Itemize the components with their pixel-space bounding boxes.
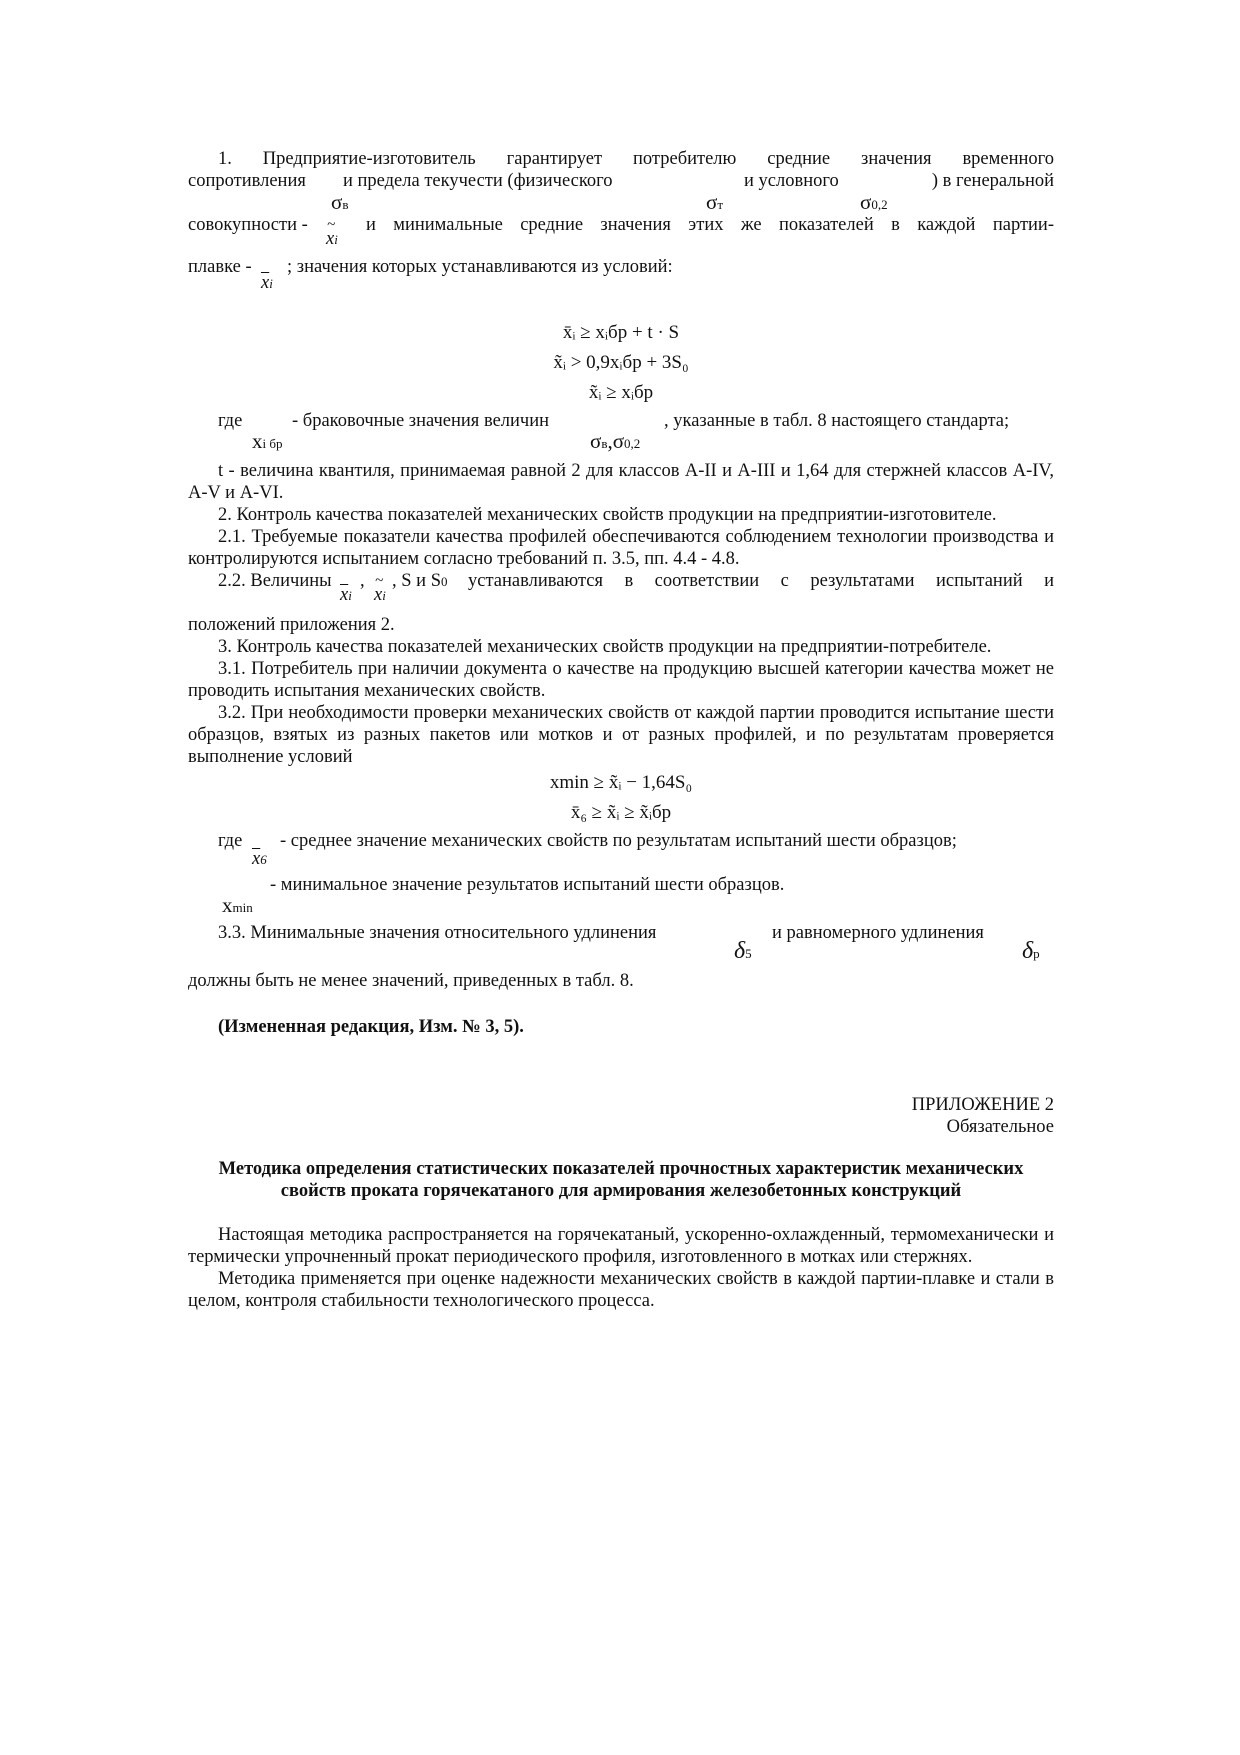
where-1 [188, 410, 1054, 460]
paragraph-3-3-end: должны быть не менее значений, приведенных в табл. 8. [188, 971, 634, 991]
paragraph-2-1: 2.1. Требуемые показатели качества профилей обеспечиваются соблюдением технологии производства и контролируются испытанием согласно требований п. 3.5, пп. 4.4 - 4.8. [188, 527, 1054, 569]
text-segment: совокупности - [188, 215, 308, 235]
x-bar-i-symbol: $\overline{x}i$ [261, 273, 273, 293]
sigma-v-02-symbol: σв,σ0,2 [590, 429, 641, 453]
appendix-label: ПРИЛОЖЕНИЕ 2 [911, 1095, 1054, 1115]
text-segment: плавке - [188, 257, 252, 277]
paragraph-2-2-end: положений приложения 2. [188, 615, 395, 635]
paragraph-1-line-1: 1. Предприятие-изготовитель гарантирует потребителю средние значения временного [218, 149, 1054, 169]
edition-note: (Измененная редакция, Изм. № 3, 5). [218, 1017, 524, 1037]
text-segment: 2.2. Величины [218, 571, 332, 591]
text-segment: , [360, 571, 365, 591]
text-segment: и предела текучести (физического [343, 171, 613, 191]
text-segment: - браковочные значения величин [292, 411, 550, 431]
formula-block-2 [188, 768, 1054, 828]
text-segment: - минимальное значение результатов испытаний шести образцов. [270, 875, 785, 895]
formula-5: x̄₆ ≥ x̃ᵢ ≥ x̃ᵢбр [570, 802, 672, 823]
formula-4: xmin ≥ x̃ᵢ − 1,64S₀ [549, 772, 693, 793]
text-segment: , указанные в табл. 8 настоящего стандарта; [664, 411, 1010, 431]
delta-5-symbol: δ5 [734, 938, 752, 964]
sigma-02-symbol: σ0,2 [860, 190, 888, 214]
formula-2: x̃ᵢ > 0,9xᵢбр + 3S₀ [553, 352, 689, 373]
delta-p-symbol: δр [1022, 938, 1040, 964]
where-2-line-2 [188, 874, 1054, 922]
text-segment: 3.3. Минимальные значения относительного удлинения [218, 923, 657, 943]
paragraph-1-line-2 [188, 170, 1054, 214]
paragraph-scope-2: Методика применяется при оценке надежности механических свойств в каждой партии-плавке и стали в целом, контроля стабильности технологического процесса. [188, 1269, 1054, 1311]
formula-block-1 [188, 318, 1054, 408]
text-segment: и минимальные средние значения этих же показателей в каждой партии- [366, 215, 1054, 235]
paragraph-3-3 [188, 922, 1054, 970]
appendix-title: Методика определения статистических показателей прочностных характеристик механических свойств проката горячекатаного для армирования железобетонных конструкций [218, 1159, 1024, 1201]
text-segment: , S и S0 [392, 571, 448, 591]
document-page [188, 148, 1054, 1312]
paragraph-scope-1: Настоящая методика распространяется на горячекатаный, ускоренно-охлажденный, термомеханически и термически упрочненный прокат периодического профиля, изготовленного в мотках или стержнях. [188, 1225, 1054, 1267]
x-bar-6-symbol: $\overline{x}6$ [252, 849, 267, 869]
x-tilde-i-symbol: ~ xi [374, 584, 386, 607]
x-min-symbol: хmin [222, 893, 253, 917]
paragraph-2-2 [188, 570, 1054, 614]
x-bar-i-symbol: $\overline{x}i$ [340, 585, 352, 605]
formula-1: x̄ᵢ ≥ xᵢбр + t · S [562, 322, 680, 343]
where-2-line-1 [188, 830, 1054, 874]
paragraph-2: 2. Контроль качества показателей механических свойств продукции на предприятии-изготовителе. [218, 505, 997, 525]
appendix-status: Обязательное [946, 1117, 1054, 1137]
x-i-br-symbol: хi бр [252, 429, 283, 453]
x-tilde-i-symbol: ~ xi [326, 228, 338, 251]
sigma-t-symbol: σт [706, 190, 724, 214]
paragraph-1-line-4 [188, 256, 1054, 314]
paragraph-t: t - величина квантиля, принимаемая равной 2 для классов А-II и А-III и 1,64 для стержней классов А-IV, А-V и А-VI. [188, 461, 1054, 503]
paragraph-3-1: 3.1. Потребитель при наличии документа о качестве на продукцию высшей категории качества может не проводить испытания механических свойств. [188, 659, 1054, 701]
sigma-v-symbol: σв [331, 190, 349, 214]
text-segment: ; значения которых устанавливаются из условий: [287, 257, 673, 277]
text-segment: где [218, 411, 243, 431]
text-segment: - среднее значение механических свойств по результатам испытаний шести образцов; [280, 831, 957, 851]
text-segment: и условного [744, 171, 839, 191]
text-segment: ) в генеральной [931, 171, 1054, 191]
paragraph-3-2: 3.2. При необходимости проверки механических свойств от каждой партии проводится испытание шести образцов, взятых из разных пакетов или мотков и от разных профилей, и по результатам проверяется выполнение условий [188, 703, 1054, 767]
text-segment: устанавливаются в соответствии с результатами испытаний и [468, 571, 1054, 591]
formula-3: x̃ᵢ ≥ xᵢбр [588, 382, 654, 403]
text-segment: и равномерного удлинения [772, 923, 984, 943]
text-segment: сопротивления [188, 171, 306, 191]
paragraph-3: 3. Контроль качества показателей механических свойств продукции на предприятии-потребителе. [218, 637, 992, 657]
paragraph-1-line-3 [188, 214, 1054, 256]
text-segment: где [218, 831, 243, 851]
